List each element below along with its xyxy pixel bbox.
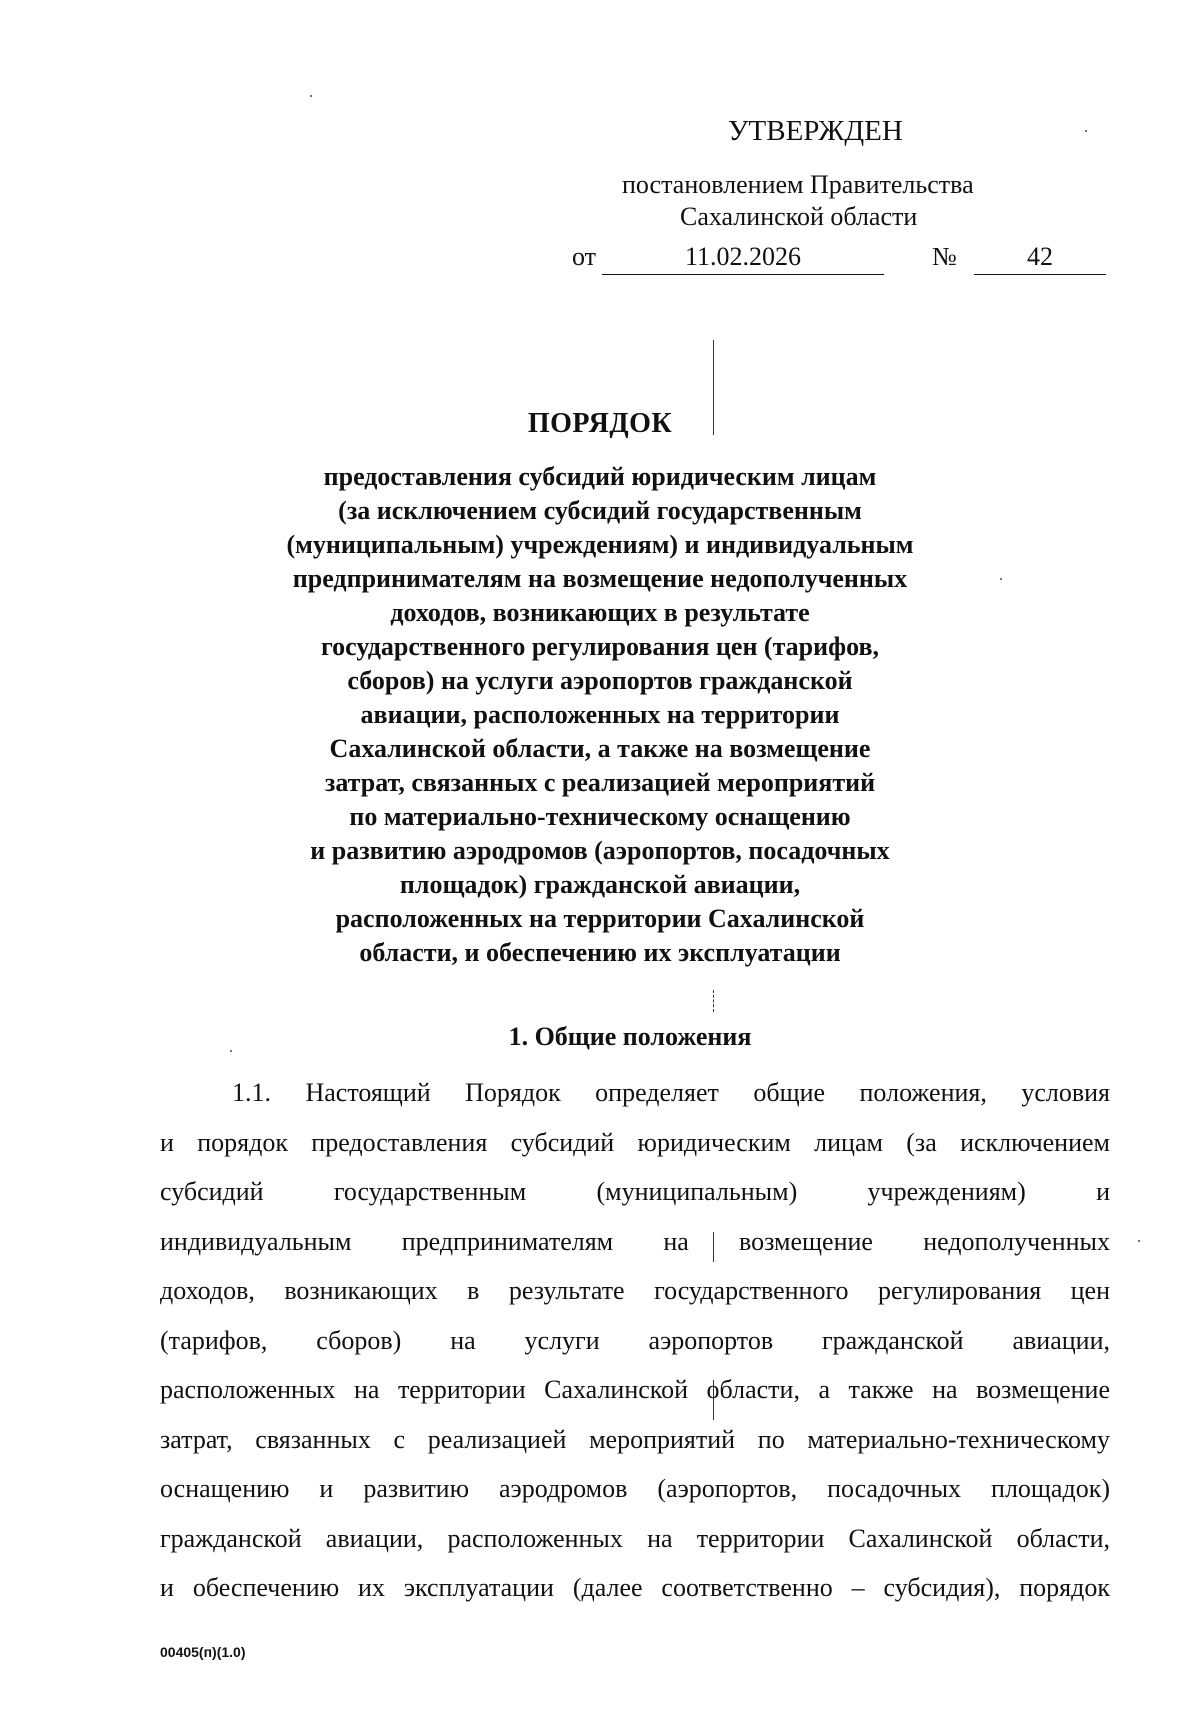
subtitle-line: сборов) на услуги аэропортов гражданской xyxy=(347,666,853,695)
body-line: затрат, связанных с реализацией мероприятий по материально-техническому xyxy=(160,1424,1110,1454)
subtitle-line: предоставления субсидий юридическим лицам xyxy=(323,462,877,491)
approval-date: 11.02.2026 xyxy=(602,242,884,275)
subtitle-line: затрат, связанных с реализацией мероприятий xyxy=(324,768,876,797)
scan-fold-line xyxy=(713,1232,714,1262)
approval-number: 42 xyxy=(974,242,1106,275)
body-line: гражданской авиации, расположенных на территории Сахалинской области, xyxy=(160,1523,1110,1553)
subtitle-line: по материально-техническому оснащению xyxy=(349,802,851,831)
subtitle-line: государственного регулирования цен (тарифов, xyxy=(320,632,880,661)
scan-fold-line xyxy=(713,990,714,1012)
approved-label: УТВЕРЖДЕН xyxy=(728,115,903,147)
scan-speck xyxy=(1138,1240,1140,1242)
body-line: расположенных на территории Сахалинской области, а также на возмещение xyxy=(160,1375,1110,1404)
approval-line-1: постановлением Правительства xyxy=(622,170,974,199)
subtitle-line: и развитию аэродромов (аэропортов, посадочных xyxy=(310,836,890,865)
body-line: и порядок предоставления субсидий юридическим лицам (за исключением xyxy=(160,1127,1110,1157)
scan-speck xyxy=(1085,130,1087,132)
scan-speck xyxy=(1000,578,1002,580)
body-line: 1.1. Настоящий Порядок определяет общие положения, условия xyxy=(232,1078,1110,1107)
body-paragraph xyxy=(160,1068,1110,1613)
document-subtitle xyxy=(250,460,950,970)
subtitle-line: (за исключением субсидий государственным xyxy=(338,496,862,525)
subtitle-line: площадок) гражданской авиации, xyxy=(399,870,801,899)
scan-speck xyxy=(230,1050,232,1052)
subtitle-line: авиации, расположенных на территории xyxy=(360,700,840,729)
subtitle-line: Сахалинской области, а также на возмещение xyxy=(329,734,871,763)
subtitle-line: расположенных на территории Сахалинской xyxy=(335,904,865,933)
document-title: ПОРЯДОК xyxy=(527,408,673,439)
body-line: субсидий государственным (муниципальным) учреждениям) и xyxy=(160,1177,1110,1206)
subtitle-line: (муниципальным) учреждениям) и индивидуальным xyxy=(286,530,914,559)
body-line: и обеспечению их эксплуатации (далее соответственно – субсидия), порядок xyxy=(160,1573,1110,1602)
scan-fold-line xyxy=(713,340,714,435)
scan-fold-line xyxy=(713,1380,714,1420)
body-line: (тарифов, сборов) на услуги аэропортов гражданской авиации, xyxy=(160,1325,1110,1355)
from-label: от xyxy=(572,242,597,271)
subtitle-line: области, и обеспечению их эксплуатации xyxy=(359,938,841,967)
body-line: оснащению и развитию аэродромов (аэропортов, посадочных площадок) xyxy=(160,1474,1110,1503)
body-line: индивидуальным предпринимателям на возмещение недополученных xyxy=(160,1226,1110,1256)
number-sign: № xyxy=(932,242,957,271)
approval-line-2: Сахалинской области xyxy=(680,202,918,231)
subtitle-line: доходов, возникающих в результате xyxy=(390,598,810,627)
section-heading: 1. Общие положения xyxy=(508,1022,752,1051)
form-code: 00405(п)(1.0) xyxy=(160,1644,246,1660)
body-line: доходов, возникающих в результате государственного регулирования цен xyxy=(160,1276,1110,1305)
scan-speck xyxy=(310,95,312,97)
subtitle-line: предпринимателям на возмещение недополученных xyxy=(292,564,908,593)
approval-date-number-row xyxy=(560,232,1120,272)
